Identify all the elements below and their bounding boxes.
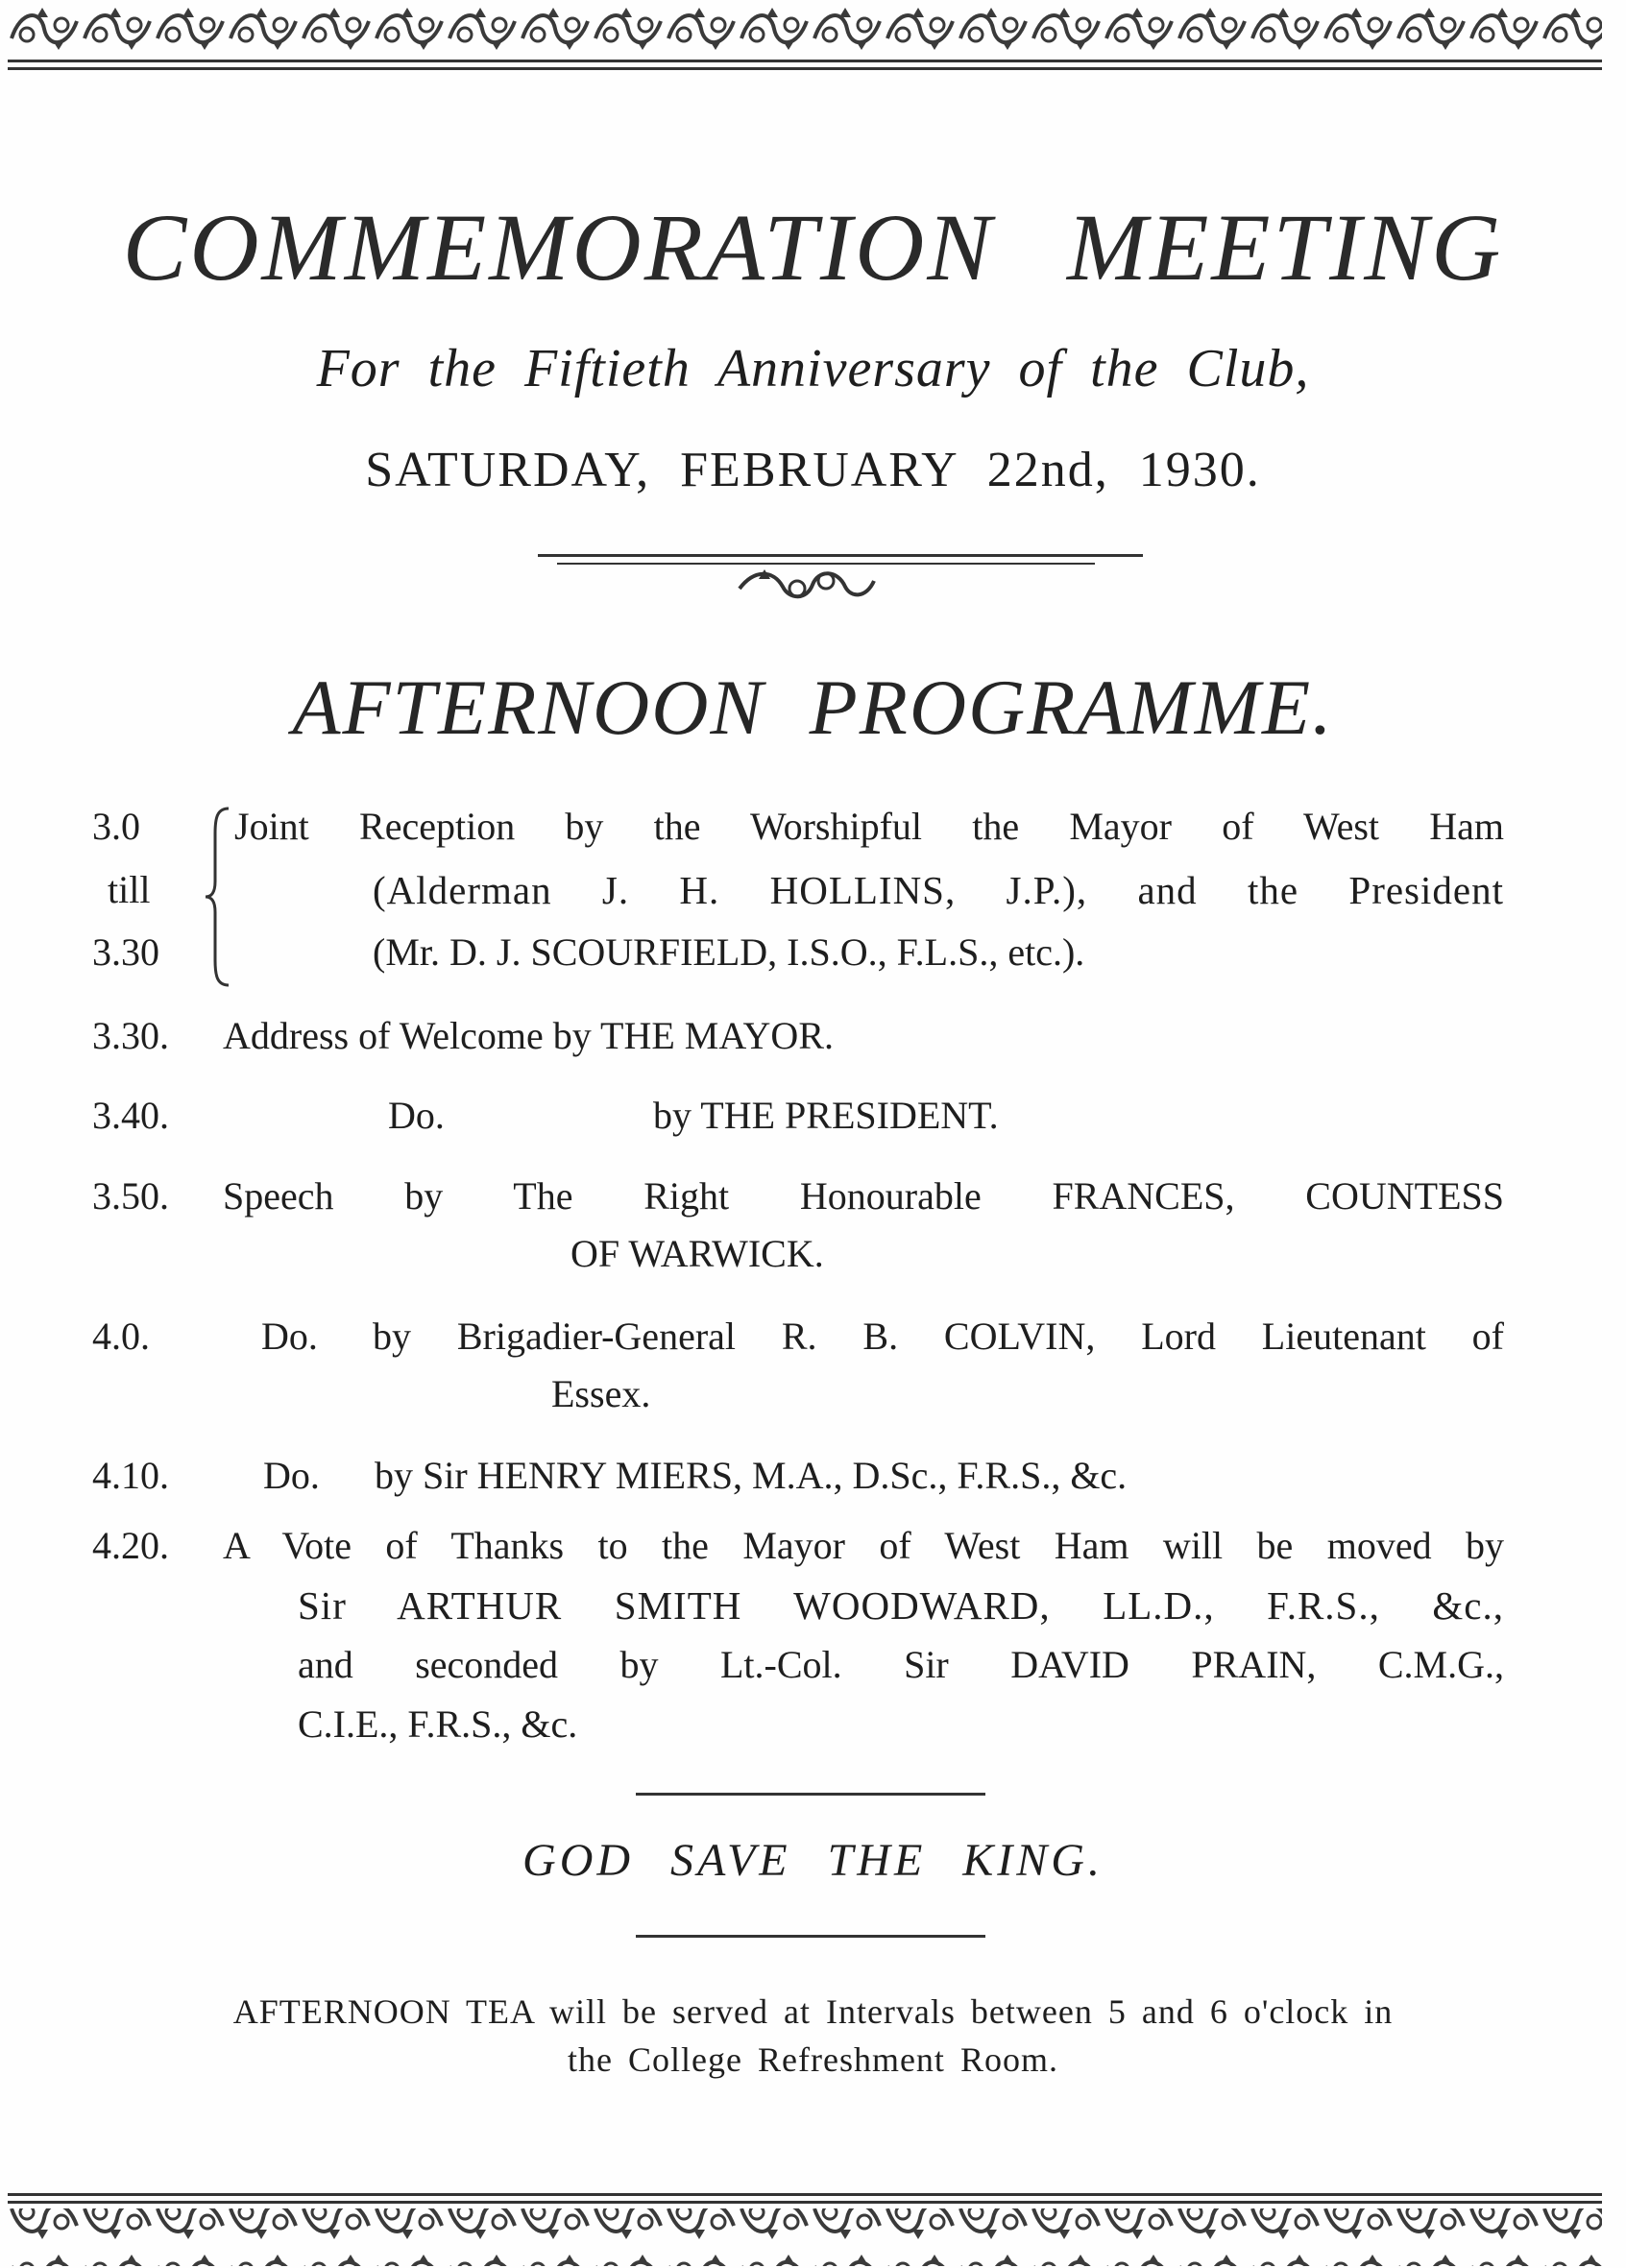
fleuron-ornament-icon	[730, 560, 884, 608]
item-text-420-line-3: and seconded by Lt.-Col. Sir DAVID PRAIN, C.M.G.,	[298, 1643, 1504, 1686]
item-text-40-line-2: Essex.	[551, 1372, 651, 1415]
item-time-420: 4.20.	[92, 1524, 169, 1567]
item-text-340: by THE PRESIDENT.	[653, 1094, 999, 1137]
item-text-410: by Sir HENRY MIERS, M.A., D.Sc., F.R.S., &c.	[375, 1454, 1128, 1497]
event-date: SATURDAY, FEBRUARY 22nd, 1930.	[365, 443, 1261, 497]
item-time-330: 3.30.	[92, 1014, 169, 1057]
item-text-350-line-2: OF WARWICK.	[570, 1232, 824, 1275]
tea-notice-line-1: AFTERNOON TEA will be served at Intervals between 5 and 6 o'clock in	[232, 1992, 1394, 2031]
tea-notice-line-2: the College Refreshment Room.	[568, 2040, 1058, 2079]
item-text-350-line-1: Speech by The Right Honourable FRANCES, COUNTESS	[223, 1174, 1504, 1218]
item-time-40: 4.0.	[92, 1315, 150, 1358]
item-text-420-line-1: A Vote of Thanks to the Mayor of West Ham will be moved by	[223, 1524, 1504, 1567]
page-title: COMMEMORATION MEETING	[122, 194, 1504, 301]
top-ornamental-border	[8, 0, 1602, 75]
item-time-340: 3.40.	[92, 1094, 169, 1137]
item-time-350: 3.50.	[92, 1174, 169, 1218]
item-text-330: Address of Welcome by THE MAYOR.	[223, 1014, 834, 1057]
divider-rule	[538, 554, 1143, 557]
reception-time-till: till	[108, 868, 151, 911]
brace-bracket-icon	[204, 805, 236, 989]
item-ditto-340: Do.	[388, 1094, 445, 1137]
divider-rule-lower	[636, 1935, 985, 1938]
divider-rule-upper	[636, 1793, 985, 1796]
page-subtitle: For the Fiftieth Anniversary of the Club,	[316, 339, 1310, 398]
programme-heading: AFTERNOON PROGRAMME.	[292, 664, 1334, 751]
reception-line-1: Joint Reception by the Worshipful the Mayor of West Ham	[234, 805, 1504, 848]
reception-line-2: (Alderman J. H. HOLLINS, J.P.), and the President	[373, 868, 1504, 912]
item-text-420-line-2: Sir ARTHUR SMITH WOODWARD, LL.D., F.R.S., &c.,	[298, 1583, 1504, 1628]
item-text-40-line-1: by Brigadier-General R. B. COLVIN, Lord Lieutenant of	[373, 1315, 1504, 1358]
item-time-410: 4.10.	[92, 1454, 169, 1497]
bottom-ornamental-border	[8, 2189, 1602, 2266]
item-ditto-410: Do.	[263, 1454, 320, 1497]
anthem-line: GOD SAVE THE KING.	[522, 1835, 1104, 1886]
reception-time-start: 3.0	[92, 805, 140, 848]
reception-line-3: (Mr. D. J. SCOURFIELD, I.S.O., F.L.S., etc.).	[373, 930, 1085, 974]
item-text-420-line-4: C.I.E., F.R.S., &c.	[298, 1702, 578, 1746]
item-ditto-40: Do.	[261, 1315, 318, 1358]
reception-time-end: 3.30	[92, 930, 159, 974]
